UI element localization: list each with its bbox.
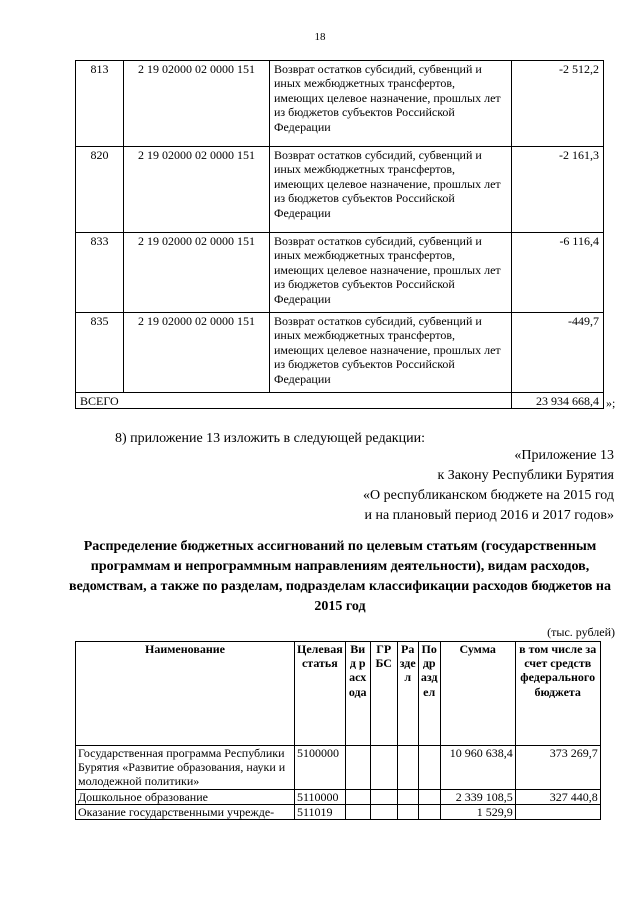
sum-cell: 2 339 108,5 (440, 789, 515, 804)
header-razdel: Раздел (397, 642, 418, 746)
vid-cell (345, 804, 370, 819)
table-row (76, 61, 604, 147)
header-incl: в том числе за счет средств федерального бюджета (515, 642, 600, 746)
grbs-cell (370, 789, 397, 804)
table-row (76, 789, 601, 804)
name-cell: Оказание государственными учрежде- (76, 804, 295, 819)
closing-quote: »; (606, 396, 616, 410)
target-cell: 511019 (295, 804, 346, 819)
header-target: Целевая статья (295, 642, 346, 746)
table-row (76, 147, 604, 233)
name-cell: Возврат остатков субсидий, субвенций и иных межбюджетных трансфертов, имеющих целевое назначение, прошлых лет из бюджетов субъектов Российской Федерации (270, 313, 512, 393)
target-cell: 5100000 (295, 746, 346, 790)
vid-cell (345, 746, 370, 790)
name-cell: Дошкольное образование (76, 789, 295, 804)
name-cell: Государственная программа Республики Бурятия «Развитие образования, науки и молодежной политики» (76, 746, 295, 790)
federal-cell: 373 269,7 (515, 746, 600, 790)
amendment-item: 8) приложение 13 изложить в следующей редакции: (115, 431, 425, 446)
header-row (76, 642, 601, 746)
header-vid: Вид расхода (345, 642, 370, 746)
kbk-code-cell: 2 19 02000 02 0000 151 (124, 147, 270, 233)
amount-cell: -6 116,4 (512, 233, 604, 313)
federal-cell: 327 440,8 (515, 789, 600, 804)
appendix-line: и на плановый период 2016 и 2017 годов» (364, 508, 614, 523)
total-label: ВСЕГО (76, 393, 512, 409)
podrazdel-cell (418, 804, 440, 819)
razdel-cell (397, 804, 418, 819)
appendix-line: «Приложение 13 (514, 448, 614, 463)
sum-cell: 1 529,9 (440, 804, 515, 819)
kbk-code-cell: 2 19 02000 02 0000 151 (124, 313, 270, 393)
amount-cell: -449,7 (512, 313, 604, 393)
header-grbs: ГР БС (370, 642, 397, 746)
units-label: (тыс. рублей) (547, 625, 615, 639)
amount-cell: -2 161,3 (512, 147, 604, 233)
amount-cell: -2 512,2 (512, 61, 604, 147)
return-table (75, 60, 604, 409)
appendix-line: «О республиканском бюджете на 2015 год (363, 488, 614, 503)
podrazdel-cell (418, 746, 440, 790)
page-number: 18 (314, 31, 326, 43)
admin-code-cell: 833 (76, 233, 124, 313)
appendix-line: к Закону Республики Бурятия (437, 468, 614, 483)
grbs-cell (370, 746, 397, 790)
vid-cell (345, 789, 370, 804)
federal-cell (515, 804, 600, 819)
table-row (76, 233, 604, 313)
table-row (76, 804, 601, 819)
document-heading: Распределение бюджетных ассигнований по целевым статьям (государственным программам и непрограммным направлениям деятельности), видам расходов, ведомствам, а также по разделам, подразделам классификации расходов бюджетов на 2015 год (69, 539, 611, 614)
admin-code-cell: 820 (76, 147, 124, 233)
name-cell: Возврат остатков субсидий, субвенций и иных межбюджетных трансфертов, имеющих целевое назначение, прошлых лет из бюджетов субъектов Российской Федерации (270, 147, 512, 233)
name-cell: Возврат остатков субсидий, субвенций и иных межбюджетных трансфертов, имеющих целевое назначение, прошлых лет из бюджетов субъектов Российской Федерации (270, 233, 512, 313)
grbs-cell (370, 804, 397, 819)
razdel-cell (397, 789, 418, 804)
header-name: Наименование (76, 642, 295, 746)
kbk-code-cell: 2 19 02000 02 0000 151 (124, 61, 270, 147)
admin-code-cell: 813 (76, 61, 124, 147)
header-sum: Сумма (440, 642, 515, 746)
razdel-cell (397, 746, 418, 790)
distribution-table (75, 641, 601, 820)
podrazdel-cell (418, 789, 440, 804)
kbk-code-cell: 2 19 02000 02 0000 151 (124, 233, 270, 313)
name-cell: Возврат остатков субсидий, субвенций и иных межбюджетных трансфертов, имеющих целевое назначение, прошлых лет из бюджетов субъектов Российской Федерации (270, 61, 512, 147)
sum-cell: 10 960 638,4 (440, 746, 515, 790)
appendix-header (363, 446, 614, 526)
total-row (76, 393, 604, 409)
total-amount: 23 934 668,4 (512, 393, 604, 409)
table-row (76, 746, 601, 790)
header-podrazdel: Подраздел (418, 642, 440, 746)
admin-code-cell: 835 (76, 313, 124, 393)
table-row (76, 313, 604, 393)
target-cell: 5110000 (295, 789, 346, 804)
